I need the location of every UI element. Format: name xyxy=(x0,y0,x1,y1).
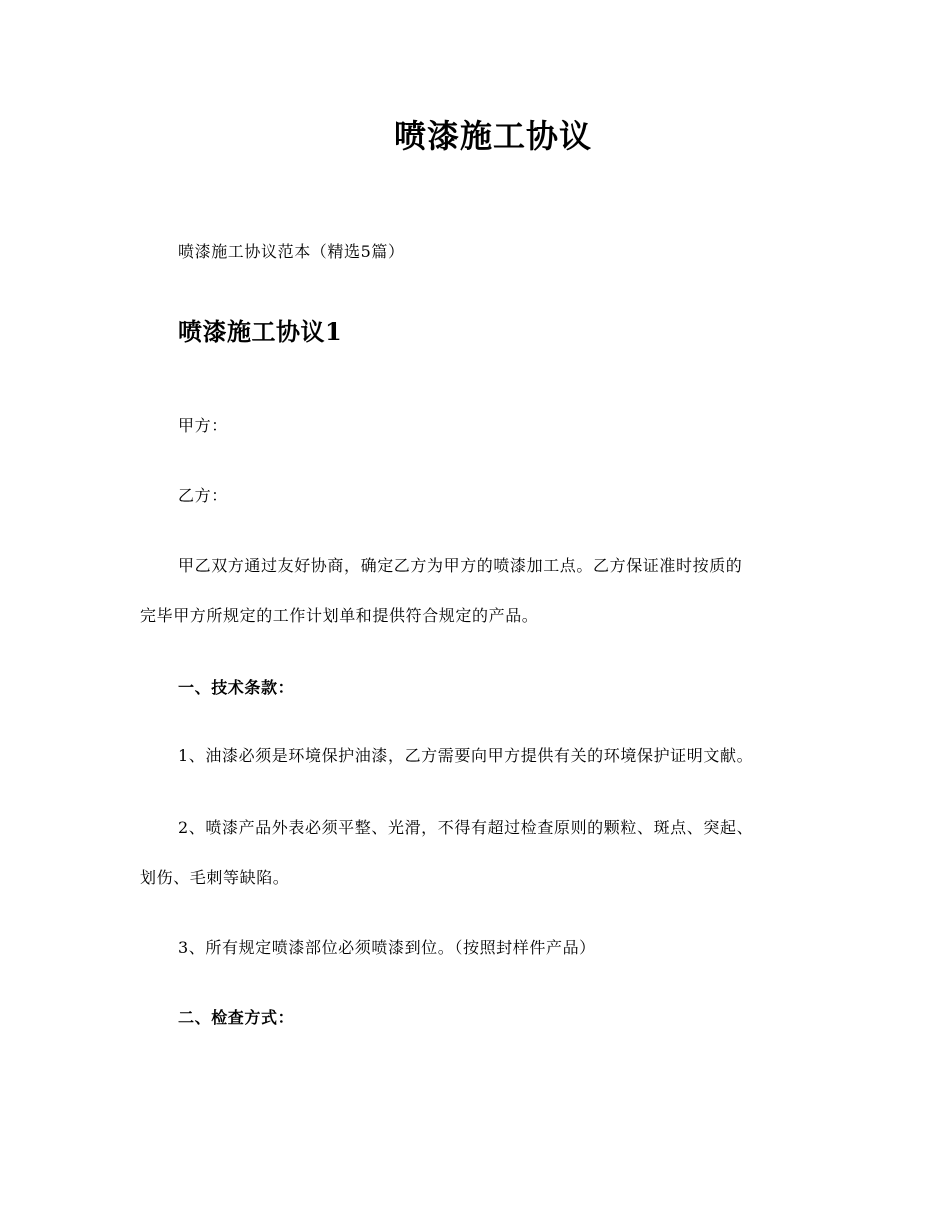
party-a-label: 甲方： xyxy=(178,416,228,435)
paragraph-line: 甲乙双方通过友好协商，确定乙方为甲方的喷漆加工点。乙方保证准时按质的 xyxy=(178,556,743,575)
section-heading: 喷漆施工协议1 xyxy=(178,317,343,346)
clause-item: 3、所有规定喷漆部位必须喷漆到位。（按照封样件产品） xyxy=(178,938,596,957)
party-b-label: 乙方： xyxy=(178,486,228,505)
clause-item: 2、喷漆产品外表必须平整、光滑，不得有超过检查原则的颗粒、斑点、突起、 xyxy=(178,818,754,837)
paragraph-line: 完毕甲方所规定的工作计划单和提供符合规定的产品。 xyxy=(140,606,539,625)
intro-text: 喷漆施工协议范本（精选5篇） xyxy=(178,242,405,261)
clause-heading: 二、检查方式： xyxy=(178,1008,295,1027)
clause-heading: 一、技术条款： xyxy=(178,678,295,697)
document-title: 喷漆施工协议 xyxy=(393,117,592,155)
clause-item-continuation: 划伤、毛刺等缺陷。 xyxy=(140,868,290,887)
clause-item: 1、油漆必须是环境保护油漆，乙方需要向甲方提供有关的环境保护证明文献。 xyxy=(178,746,754,765)
